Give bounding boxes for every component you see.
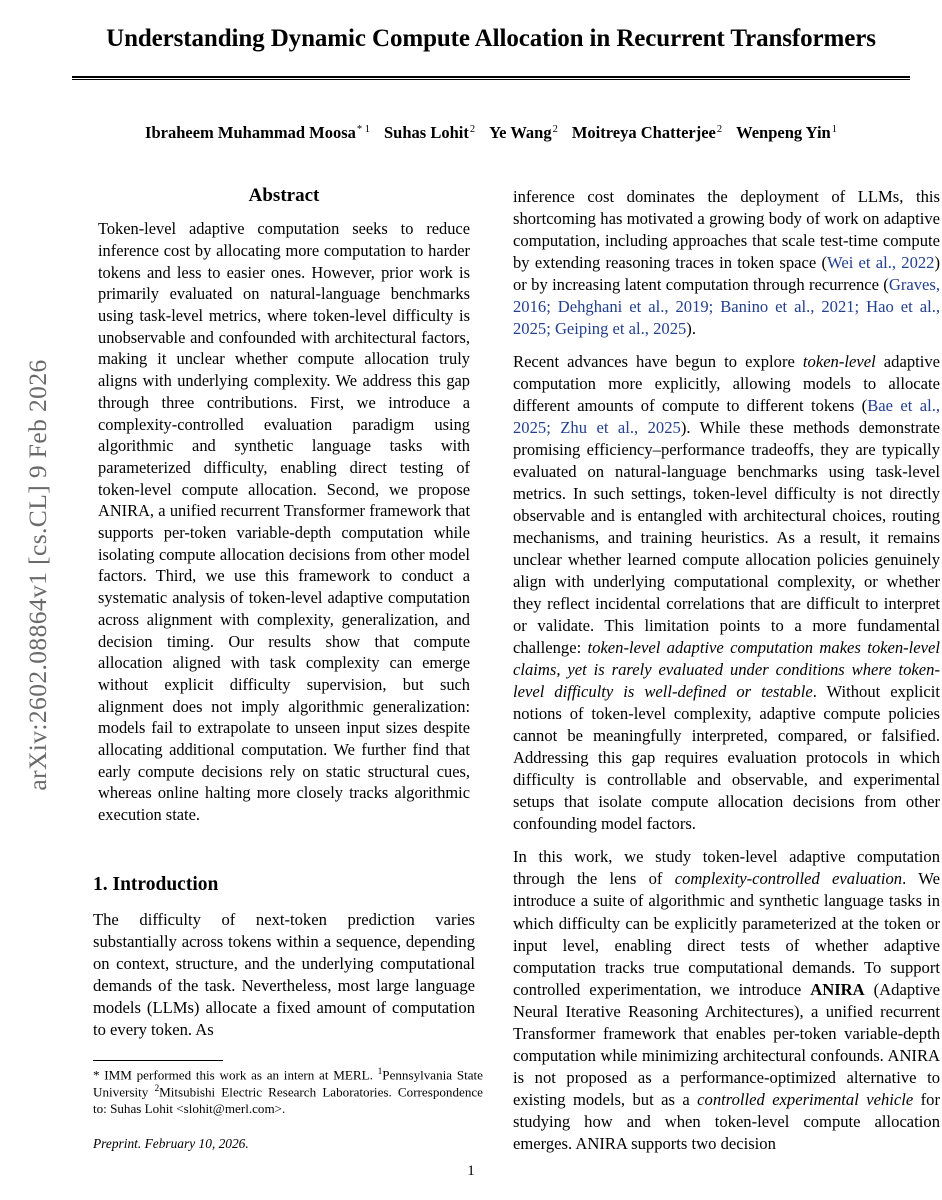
page-number: 1 — [467, 1163, 475, 1179]
text-run: ). — [686, 319, 696, 339]
citation-link[interactable]: Wei et al., 2022 — [827, 253, 935, 273]
emphasis-run: token-level adaptive computation makes token-level claims, yet is rarely evaluated under conditions where token-level difficulty is well-defined or testable — [513, 638, 940, 702]
footnote-rule — [93, 1060, 223, 1061]
title-rule-thick — [72, 76, 910, 78]
author-list — [72, 123, 910, 143]
emphasis-run: token-level — [802, 352, 876, 372]
right-paragraph-3 — [513, 846, 940, 1154]
arxiv-stamp: arXiv:2602.08864v1 [cs.CL] 9 Feb 2026 — [23, 359, 52, 791]
affiliation-2: Mitsubishi Electric Research Laboratories. Correspondence to: Suhas Lohit <slohit@merl.com>. — [93, 1084, 483, 1117]
author-name: Suhas Lohit — [384, 123, 469, 142]
right-column — [513, 186, 940, 1155]
author-affiliation-marks: 2 — [469, 123, 476, 135]
citation-link[interactable]: Bae et al., 2025; Zhu et al., 2025 — [513, 396, 940, 438]
text-run: . Without explicit notions of token-level complexity, adaptive compute policies cannot be meaningfully interpreted, compared, or falsified. Addressing this gap requires evaluation protocols in which difficulty is controllable and observable, and experimental setups that isolate compute allocation decisions from other confounding model factors. — [513, 682, 940, 834]
author-entry — [736, 123, 837, 142]
preprint-notice: Preprint. February 10, 2026. — [93, 1135, 249, 1151]
author-entry — [384, 123, 475, 142]
text-run: . We introduce a suite of algorithmic and synthetic language tasks in which difficulty can be explicitly parameterized at the token or input level, enabling direct tests of whether adaptive computation tracks true computational demands. To support controlled experimentation, we introduce — [513, 869, 940, 999]
author-entry — [145, 123, 370, 142]
author-name: Ibraheem Muhammad Moosa — [145, 123, 356, 142]
text-run: (Adaptive Neural Iterative Reasoning Architectures), a unified recurrent Transformer framework that enables per-token variable-depth computation while minimizing architectural confounds. ANIRA is not proposed as a performance-optimized alternative to existing models, but as a — [513, 979, 941, 1109]
right-paragraph-2 — [513, 351, 940, 835]
text-run: Recent advances have begun to explore — [513, 352, 803, 372]
text-run: for studying how and when token-level compute allocation emerges. ANIRA supports two decision — [513, 1089, 940, 1153]
strong-run: ANIRA — [810, 979, 865, 999]
author-entry — [489, 123, 558, 142]
author-name: Wenpeng Yin — [736, 123, 831, 142]
emphasis-run: complexity-controlled evaluation — [674, 869, 903, 889]
author-affiliation-marks: 1 — [831, 123, 837, 135]
section-spacer — [93, 826, 475, 872]
paper-title: Understanding Dynamic Compute Allocation in Recurrent Transformers — [106, 25, 876, 52]
abstract-heading: Abstract — [248, 185, 320, 206]
affiliation-mark-2: 2 — [154, 1084, 160, 1095]
author-affiliation-marks: 2 — [716, 123, 723, 135]
left-column — [93, 183, 475, 1041]
abstract-body: Token-level adaptive computation seeks to reduce inference cost by allocating more computation to harder tokens and less to easier ones. However, prior work is primarily evaluated on natural-language benchmarks using task-level metrics, where token-level difficulty is unobservable and confounded with architectural factors, making it unclear whether compute allocation truly aligns with underlying complexity. We address this gap through three contributions. First, we introduce a complexity-controlled evaluation paradigm using algorithmic and synthetic language tasks with parameterized difficulty, enabling direct testing of token-level compute allocation. Second, we propose ANIRA, a unified recurrent Transformer framework that supports per-token variable-depth computation while isolating compute allocation decisions from other model factors. Third, we use this framework to conduct a systematic analysis of token-level adaptive computation across alignment with complexity, generalization, and decision timing. Our results show that compute allocation aligned with task complexity can emerge without explicit difficulty supervision, but such alignment does not imply algorithmic generalization: models fail to extrapolate to unseen input sizes despite allocating additional computation. We further find that early compute decisions rely on static structural cues, whereas online halting more closely tracks algorithmic execution state. — [98, 219, 470, 825]
right-paragraph-1 — [513, 186, 940, 340]
text-run: ). While these methods demonstrate promising efficiency–performance tradeoffs, they are typically evaluated on natural-language benchmarks using task-level metrics. In such settings, token-level difficulty is not directly observable and is entangled with architectural choices, routing mechanisms, and training heuristics. As a result, it remains unclear whether learned compute allocation policies genuinely align with underlying computational complexity, or whether they reflect incidental correlations that are difficult to interpret or validate. This limitation points to a more fundamental challenge: — [513, 418, 940, 658]
citation-link[interactable]: Graves, 2016; Dehghani et al., 2019; Banino et al., 2021; Hao et al., 2025; Geiping et al., 2025 — [513, 275, 940, 339]
footnote-block — [93, 1060, 483, 1152]
author-affiliation-marks: 2 — [552, 123, 558, 135]
title-rule-thin — [72, 79, 910, 80]
title-block — [72, 24, 910, 80]
affiliation-1: Pennsylvania State University — [93, 1067, 483, 1100]
text-run: inference cost dominates the deployment of LLMs, this shortcoming has motivated a growing body of work on adaptive computation, including approaches that scale test-time compute by extending reasoning traces in token space ( — [513, 187, 940, 273]
author-name: Ye Wang — [489, 123, 552, 142]
author-affiliation-marks: * 1 — [356, 123, 370, 135]
author-name: Moitreya Chatterjee — [571, 123, 716, 142]
footnote-star-note: * IMM performed this work as an intern at MERL. — [93, 1067, 373, 1083]
author-entry — [572, 123, 722, 142]
footnote-text — [93, 1067, 483, 1118]
emphasis-run: controlled experimental vehicle — [697, 1089, 914, 1109]
introduction-heading: 1. Introduction — [93, 873, 219, 895]
text-run: ) or by increasing latent computation through recurrence ( — [513, 253, 940, 295]
affiliation-mark-1: 1 — [377, 1067, 383, 1077]
introduction-paragraph-1: The difficulty of next-token prediction varies substantially across tokens within a sequence, depending on context, structure, and the underlying computational demands of the task. Nevertheless, most large language models (LLMs) allocate a fixed amount of computation to every token. As — [93, 909, 475, 1039]
text-run: In this work, we study token-level adaptive computation through the lens of — [513, 847, 940, 889]
text-run: adaptive computation more explicitly, allowing models to allocate different amounts of compute to different tokens ( — [513, 352, 940, 416]
